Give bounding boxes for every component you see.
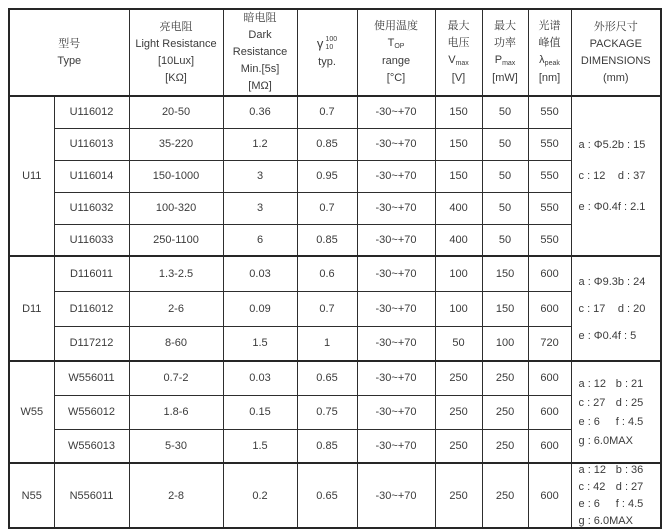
- cell-temp-range: -30~+70: [357, 160, 435, 192]
- table-row: [9, 192, 661, 224]
- cell-pmax: 50: [482, 192, 528, 224]
- cell-light-resistance: 150-1000: [129, 160, 223, 192]
- cell-vmax: 400: [435, 192, 482, 224]
- dim-a: a : 12: [578, 377, 607, 390]
- cell-dark-resistance: 0.03: [223, 361, 297, 395]
- dim-a: a : Φ9.3: [578, 275, 618, 288]
- cell-model: U116012: [54, 96, 129, 128]
- cell-lambda-peak: 600: [528, 291, 571, 326]
- package-dimensions-w55: [571, 361, 661, 463]
- header-dark-zh: 暗电阻: [243, 12, 277, 24]
- cell-lambda-peak: 550: [528, 160, 571, 192]
- dim-c: c : 17: [578, 302, 606, 315]
- dim-e: e : 6: [578, 415, 600, 428]
- header-dark-unit: [MΩ]: [248, 80, 272, 93]
- dim-b: b : 36: [615, 464, 644, 477]
- cell-light-resistance: 100-320: [129, 192, 223, 224]
- cell-light-resistance: 8-60: [129, 326, 223, 361]
- header-temp-unit: [°C]: [386, 72, 406, 85]
- cell-pmax: 50: [482, 160, 528, 192]
- dim-g: g : 6.0MAX: [578, 515, 633, 528]
- dim-c: c : 27: [578, 396, 606, 409]
- cell-model: W556012: [54, 395, 129, 429]
- header-pmax-sym: $P_{max}$: [494, 54, 516, 68]
- dim-c: c : 42: [578, 481, 606, 494]
- table-row: [9, 429, 661, 463]
- cell-vmax: 150: [435, 160, 482, 192]
- dim-a: a : Φ5.2: [578, 139, 618, 152]
- cell-temp-range: -30~+70: [357, 429, 435, 463]
- cell-pmax: 100: [482, 326, 528, 361]
- cell-vmax: 250: [435, 361, 482, 395]
- cell-dark-resistance: 1.5: [223, 429, 297, 463]
- header-temp-en: range: [381, 55, 411, 68]
- table-row: [9, 395, 661, 429]
- datasheet-page: [0, 8, 668, 532]
- header-light-en: Light Resistance: [135, 37, 217, 50]
- header-light-resistance: [129, 9, 223, 96]
- header-pmax: [482, 9, 528, 96]
- cell-dark-resistance: 0.09: [223, 291, 297, 326]
- cell-light-resistance: 0.7-2: [129, 361, 223, 395]
- gamma-letter: γ: [316, 36, 324, 52]
- cell-lambda-peak: 600: [528, 429, 571, 463]
- group-type-u11: U11: [9, 96, 54, 256]
- header-package-dimensions: [571, 9, 661, 96]
- cell-temp-range: -30~+70: [357, 395, 435, 429]
- cell-model: D116012: [54, 291, 129, 326]
- cell-lambda-peak: 600: [528, 361, 571, 395]
- header-vmax-zh1: 最大: [447, 20, 470, 33]
- cell-light-resistance: 20-50: [129, 96, 223, 128]
- dim-g: g : 6.0MAX: [578, 434, 633, 447]
- dim-b: b : 21: [615, 377, 644, 390]
- gamma-denominator: 10: [325, 44, 334, 52]
- package-dimensions-d11: [571, 256, 661, 361]
- cell-pmax: 50: [482, 224, 528, 256]
- table-row: [9, 128, 661, 160]
- header-lpeak-zh2: 峰值: [538, 37, 561, 50]
- cell-gamma: 0.65: [297, 361, 357, 395]
- cell-dark-resistance: 0.36: [223, 96, 297, 128]
- cell-light-resistance: 5-30: [129, 429, 223, 463]
- cell-pmax: 150: [482, 291, 528, 326]
- table-header-row: [9, 9, 661, 96]
- cell-temp-range: -30~+70: [357, 326, 435, 361]
- cell-model: D116011: [54, 256, 129, 291]
- cell-pmax: 50: [482, 128, 528, 160]
- cell-pmax: 250: [482, 361, 528, 395]
- header-pmax-zh2: 功率: [494, 37, 517, 50]
- table-row: [9, 96, 661, 128]
- table-row: [9, 463, 661, 528]
- dim-d: d : 27: [615, 481, 644, 494]
- dim-f: f : 4.5: [615, 498, 644, 511]
- cell-light-resistance: 35-220: [129, 128, 223, 160]
- cell-gamma: 0.7: [297, 192, 357, 224]
- cell-pmax: 250: [482, 463, 528, 528]
- cell-vmax: 400: [435, 224, 482, 256]
- table-row: [9, 291, 661, 326]
- cell-vmax: 250: [435, 429, 482, 463]
- cell-temp-range: -30~+70: [357, 256, 435, 291]
- header-temp-sym: $T_{OP}$: [387, 37, 405, 51]
- cell-model: W556013: [54, 429, 129, 463]
- cell-light-resistance: 1.8-6: [129, 395, 223, 429]
- cell-vmax: 150: [435, 96, 482, 128]
- cell-model: U116013: [54, 128, 129, 160]
- header-dark-en1: Dark: [248, 29, 272, 42]
- cell-temp-range: -30~+70: [357, 361, 435, 395]
- header-vmax-unit: [V]: [451, 72, 466, 85]
- header-dark-resistance: [223, 9, 297, 96]
- header-lambda-peak: [528, 9, 571, 96]
- cell-vmax: 50: [435, 326, 482, 361]
- header-light-zh: 亮电阻: [159, 20, 193, 33]
- cell-gamma: 0.95: [297, 160, 357, 192]
- cell-vmax: 150: [435, 128, 482, 160]
- cell-model: D117212: [54, 326, 129, 361]
- dim-b: b : 15: [617, 139, 646, 152]
- cell-temp-range: -30~+70: [357, 128, 435, 160]
- header-pmax-zh1: 最大: [494, 20, 517, 33]
- cell-vmax: 250: [435, 463, 482, 528]
- cell-light-resistance: 2-8: [129, 463, 223, 528]
- table-row: [9, 160, 661, 192]
- header-vmax-sym: $V_{max}$: [448, 54, 469, 68]
- header-light-unit: [KΩ]: [165, 71, 187, 84]
- package-dimensions-n55: [571, 463, 661, 528]
- table-row: [9, 256, 661, 291]
- cell-model: U116033: [54, 224, 129, 256]
- header-vmax: [435, 9, 482, 96]
- cell-gamma: 0.85: [297, 429, 357, 463]
- cell-temp-range: -30~+70: [357, 192, 435, 224]
- header-gamma: [297, 9, 357, 96]
- header-lpeak-unit: [nm]: [538, 72, 561, 85]
- cell-pmax: 250: [482, 429, 528, 463]
- header-package-en1: PACKAGE: [589, 37, 642, 50]
- header-vmax-zh2: 电压: [447, 37, 470, 50]
- cell-gamma: 0.85: [297, 128, 357, 160]
- header-gamma-typ: typ.: [318, 56, 336, 69]
- dim-f: f : 4.5: [615, 415, 644, 428]
- cell-temp-range: -30~+70: [357, 224, 435, 256]
- cell-dark-resistance: 3: [223, 160, 297, 192]
- cell-vmax: 250: [435, 395, 482, 429]
- package-dimensions-u11: [571, 96, 661, 256]
- dim-b: b : 24: [617, 275, 646, 288]
- table-row: [9, 361, 661, 395]
- cell-temp-range: -30~+70: [357, 291, 435, 326]
- cell-gamma: 0.7: [297, 291, 357, 326]
- cell-dark-resistance: 0.2: [223, 463, 297, 528]
- header-dark-en2: Resistance: [232, 46, 288, 59]
- cell-pmax: 50: [482, 96, 528, 128]
- cell-dark-resistance: 6: [223, 224, 297, 256]
- dim-f: f : 2.1: [617, 201, 646, 214]
- header-package-en2: DIMENSIONS: [580, 54, 651, 67]
- cell-gamma: 1: [297, 326, 357, 361]
- gamma-fraction: [325, 36, 337, 52]
- dim-d: d : 37: [617, 170, 646, 183]
- dim-e: e : Φ0.4: [578, 329, 618, 342]
- dim-d: d : 25: [615, 396, 644, 409]
- cell-temp-range: -30~+70: [357, 96, 435, 128]
- cell-light-resistance: 1.3-2.5: [129, 256, 223, 291]
- group-type-d11: D11: [9, 256, 54, 361]
- cell-gamma: 0.65: [297, 463, 357, 528]
- header-dark-cond: Min.[5s]: [240, 63, 280, 76]
- dim-c: c : 12: [578, 170, 606, 183]
- cell-temp-range: -30~+70: [357, 463, 435, 528]
- cell-vmax: 100: [435, 291, 482, 326]
- table-row: [9, 224, 661, 256]
- cell-dark-resistance: 0.15: [223, 395, 297, 429]
- cell-gamma: 0.7: [297, 96, 357, 128]
- dim-a: a : 12: [578, 464, 607, 477]
- cell-lambda-peak: 550: [528, 192, 571, 224]
- cell-lambda-peak: 550: [528, 128, 571, 160]
- header-light-cond: [10Lux]: [157, 54, 195, 67]
- cell-model: U116032: [54, 192, 129, 224]
- header-lpeak-sym: $\lambda_{peak}$: [539, 54, 560, 68]
- dim-f: f : 5: [617, 329, 637, 342]
- cell-model: W556011: [54, 361, 129, 395]
- cell-dark-resistance: 1.2: [223, 128, 297, 160]
- cell-dark-resistance: 1.5: [223, 326, 297, 361]
- header-type: [9, 9, 129, 96]
- header-package-unit: (mm): [602, 71, 629, 84]
- header-package-zh: 外形尺寸: [593, 20, 638, 33]
- group-type-n55: N55: [9, 463, 54, 528]
- header-temp-zh: 使用温度: [374, 20, 419, 33]
- dim-e: e : Φ0.4: [578, 201, 618, 214]
- cell-lambda-peak: 550: [528, 96, 571, 128]
- cell-lambda-peak: 600: [528, 395, 571, 429]
- cell-lambda-peak: 720: [528, 326, 571, 361]
- cell-pmax: 150: [482, 256, 528, 291]
- cell-model: U116014: [54, 160, 129, 192]
- cell-gamma: 0.85: [297, 224, 357, 256]
- header-lpeak-zh1: 光谱: [538, 20, 561, 33]
- cell-pmax: 250: [482, 395, 528, 429]
- cell-dark-resistance: 3: [223, 192, 297, 224]
- cell-lambda-peak: 550: [528, 224, 571, 256]
- header-type-en: Type: [57, 54, 82, 67]
- table-row: [9, 326, 661, 361]
- cell-light-resistance: 250-1100: [129, 224, 223, 256]
- cell-lambda-peak: 600: [528, 256, 571, 291]
- header-temp: [357, 9, 435, 96]
- gamma-symbol: [317, 34, 337, 54]
- photoresistor-spec-table: [8, 8, 662, 529]
- cell-lambda-peak: 600: [528, 463, 571, 528]
- cell-vmax: 100: [435, 256, 482, 291]
- dim-d: d : 20: [617, 302, 646, 315]
- header-type-zh: 型号: [58, 37, 81, 50]
- cell-model: N556011: [54, 463, 129, 528]
- dim-e: e : 6: [578, 498, 600, 511]
- gamma-numerator: 100: [325, 36, 338, 44]
- cell-light-resistance: 2-6: [129, 291, 223, 326]
- cell-gamma: 0.6: [297, 256, 357, 291]
- header-pmax-unit: [mW]: [492, 72, 518, 85]
- group-type-w55: W55: [9, 361, 54, 463]
- cell-gamma: 0.75: [297, 395, 357, 429]
- cell-dark-resistance: 0.03: [223, 256, 297, 291]
